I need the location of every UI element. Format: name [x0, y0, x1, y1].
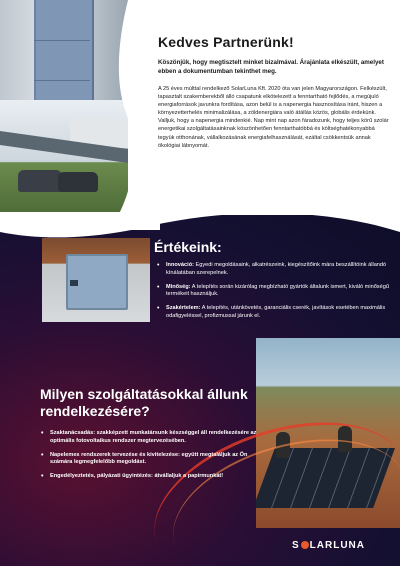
- sun-icon: [301, 541, 309, 549]
- values-title: Értékeink:: [154, 239, 222, 255]
- logo-text-end: LARLUNA: [309, 540, 365, 551]
- services-list: [40, 430, 262, 487]
- value-text: Egyedi megoldásaink, alkatrészeink, kiegészítőink mára beszállítóink állandó kínálatában szerepelnek.: [166, 262, 387, 276]
- list-item: • Szaktanácsadás: szakképzett munkatársunk készséggel áll rendelkezésére az optimális fotovoltaikus rendszer megtervezésében.: [40, 430, 262, 446]
- photo-curve-mask: [0, 0, 160, 230]
- intro-title: Kedves Partnerünk!: [158, 34, 294, 50]
- intro-body: A 25 éves múlttal rendelkező SolarLuna Kft. 2020 óta van jelen Magyarországon. Felkészült, tapasztalt szakemberekből álló csapatunk elkötelezett a fenntartható fejlődés, a megújuló energiaforrások javunkra fordítása, azon belül is a napenergia hasznosítása iránt, hiszen a környezetterhelés minimalizálása, a zöldenergiára való átállás közös, globális érdekünk. Valljuk, hogy a napenergia mindenkié. Nap mint nap azon fáradozunk, hogy teljes körű szolár energetikai szolgáltatásainknak köszönhetően fenntarthatóbbá és költséghatékonyabbá tegyük otthonának, vállalkozásának energiafelhasználását, ezáltal csökkentsük annak ökológiai lábnyomát.: [158, 86, 389, 149]
- list-item: • Napelemes rendszerek tervezése és kivitelezése: együtt megtaláljuk az Ön számára legmegfelelőbb megoldást.: [40, 452, 262, 468]
- list-item: [156, 305, 392, 321]
- solarluna-logo: [292, 540, 365, 551]
- value-text: A telepítés, utánkövetés, garanciális cserék, javítások esetében maximális odafigyeléssel, profizmussal járunk el.: [166, 305, 386, 319]
- inverter-screen: [70, 280, 78, 286]
- intro-lead: Köszönjük, hogy megtisztelt minket bizalmával. Árajánlata elkészült, amelyet ebben a dokumentumban tekinthet meg.: [158, 59, 384, 75]
- values-list: [156, 262, 392, 327]
- list-item: [156, 284, 392, 300]
- value-label: Szakértelem:: [166, 305, 201, 312]
- services-title: Milyen szolgáltatásokkal állunk rendelkezésére?: [40, 386, 248, 419]
- inverter-photo: [42, 238, 150, 322]
- list-item: [156, 262, 392, 278]
- value-text: A telepítés során kizárólag megbízható gyártók általunk ismert, kiváló minőségű termékeit használjuk.: [166, 283, 389, 298]
- list-item: • Engedélyeztetés, pályázati ügyintézés: átvállaljuk a papírmunkát!: [40, 473, 262, 481]
- value-label: Innováció:: [166, 262, 194, 268]
- value-label: Minőség:: [166, 283, 191, 290]
- logo-text-start: S: [292, 540, 300, 551]
